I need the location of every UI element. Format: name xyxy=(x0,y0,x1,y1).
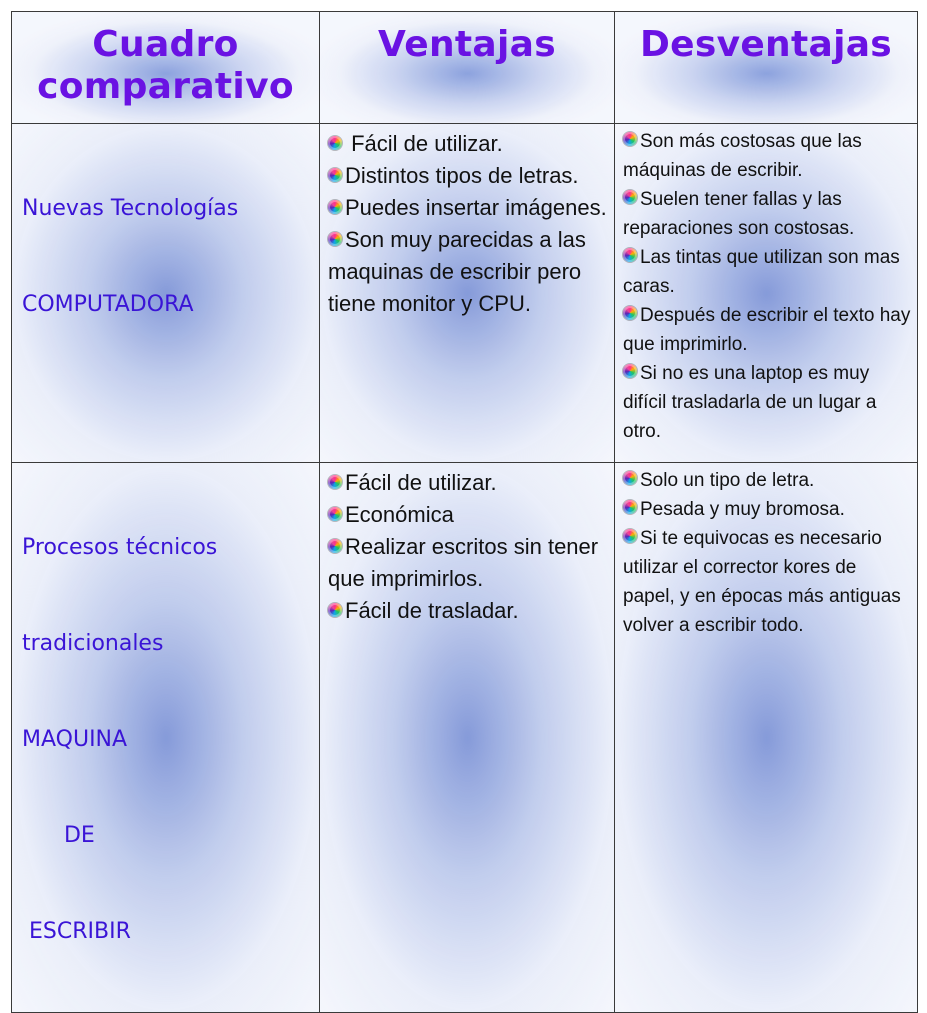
table-row xyxy=(12,463,918,1013)
list-item: Después de escribir el texto hay que imprimirlo. xyxy=(623,305,911,355)
header-row xyxy=(12,12,918,124)
list-item: Realizar escritos sin tener que imprimirlos. xyxy=(328,534,599,591)
list-item: Pesada y muy bromosa. xyxy=(623,495,911,524)
bullet-icon xyxy=(328,200,342,214)
list-item: Si no es una laptop es muy difícil trasladarla de un lugar a otro. xyxy=(623,363,877,442)
list-item: Son muy parecidas a las maquinas de escribir pero tiene monitor y CPU. xyxy=(328,227,586,316)
header-title-desventajas: Desventajas xyxy=(639,24,893,65)
desventajas-cell xyxy=(615,463,918,1013)
list-item: Son más costosas que las máquinas de escribir. xyxy=(623,131,862,181)
bullet-icon xyxy=(328,136,342,150)
bullet-icon xyxy=(328,507,342,521)
list-item: Económica xyxy=(328,499,608,531)
bullet-icon xyxy=(623,306,637,320)
header-title-ventajas: Ventajas xyxy=(378,24,556,65)
concept-cell xyxy=(12,124,320,463)
bullet-icon xyxy=(623,500,637,514)
bullet-icon xyxy=(328,232,342,246)
ventajas-cell xyxy=(320,124,615,463)
header-cell-ventajas xyxy=(320,12,615,124)
concept-label: Nuevas Tecnologías COMPUTADORA xyxy=(22,196,239,317)
list-item: Fácil de trasladar. xyxy=(328,595,608,627)
table-row xyxy=(12,124,918,463)
list-item: Las tintas que utilizan son mas caras. xyxy=(623,247,900,297)
ventajas-list xyxy=(320,124,614,320)
bullet-icon xyxy=(623,529,637,543)
header-cell-desventajas xyxy=(615,12,918,124)
list-item: Fácil de utilizar. xyxy=(328,128,608,160)
comparison-table xyxy=(11,11,918,1013)
list-item: Fácil de utilizar. xyxy=(328,467,608,499)
list-item: Puedes insertar imágenes. xyxy=(328,192,608,224)
ventajas-list xyxy=(320,463,614,627)
desventajas-list xyxy=(615,463,917,640)
ventajas-cell xyxy=(320,463,615,1013)
desventajas-cell xyxy=(615,124,918,463)
bullet-icon xyxy=(623,132,637,146)
bullet-icon xyxy=(328,168,342,182)
bullet-icon xyxy=(328,475,342,489)
desventajas-list xyxy=(615,124,917,446)
bullet-icon xyxy=(623,364,637,378)
bullet-icon xyxy=(623,248,637,262)
concept-label: Procesos técnicos tradicionales MAQUINA DE ESCRIBIR xyxy=(22,535,218,944)
bullet-icon xyxy=(623,471,637,485)
list-item: Si te equivocas es necesario utilizar el corrector kores de papel, y en épocas más antiguas volver a escribir todo. xyxy=(623,528,901,636)
bullet-icon xyxy=(328,539,342,553)
header-cell-concept xyxy=(12,12,320,124)
bullet-icon xyxy=(328,603,342,617)
list-item: Distintos tipos de letras. xyxy=(328,160,608,192)
list-item: Suelen tener fallas y las reparaciones son costosas. xyxy=(623,189,855,239)
bullet-icon xyxy=(623,190,637,204)
list-item: Solo un tipo de letra. xyxy=(623,466,911,495)
header-title-concept: Cuadro comparativo xyxy=(37,24,294,107)
concept-cell xyxy=(12,463,320,1013)
